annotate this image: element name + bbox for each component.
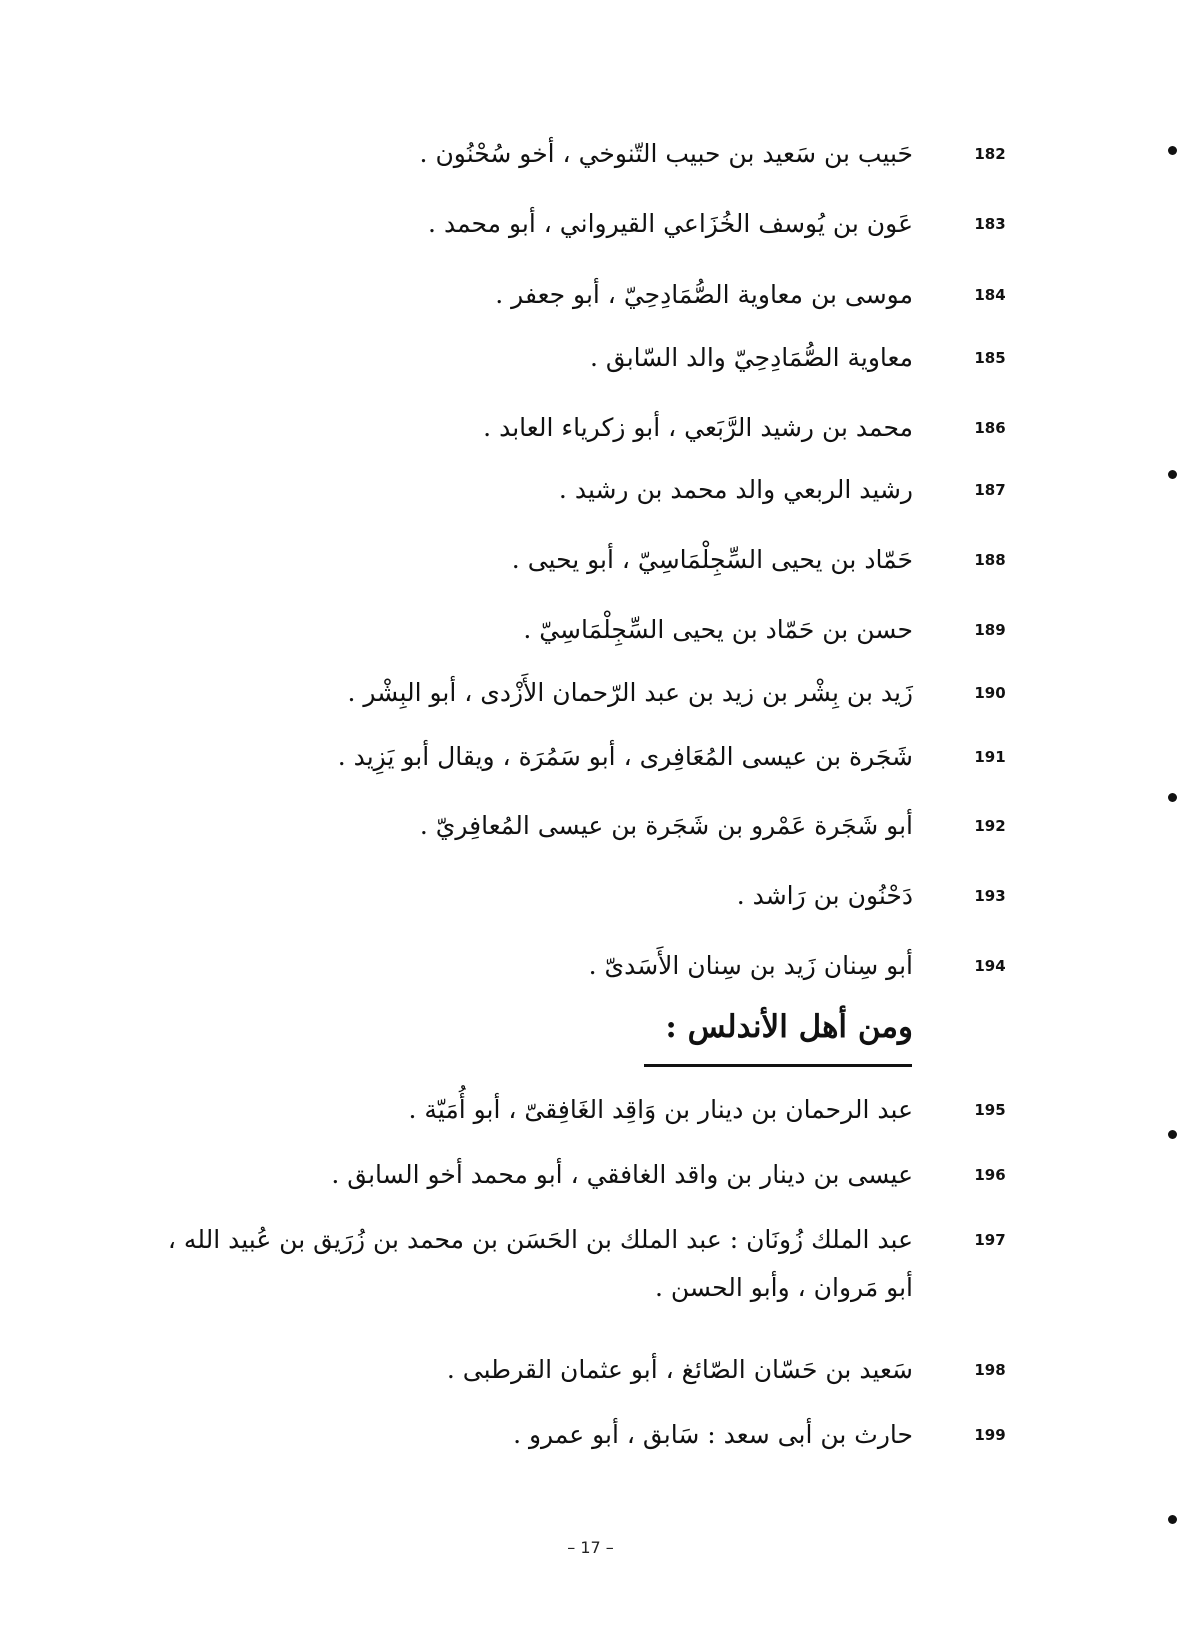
entry-number: 194 [974,957,1006,975]
entry-text: رشيد الربعي والد محمد بن رشيد . [558,475,913,504]
page-number: – 17 – [567,1538,614,1557]
list-item [0,204,1181,244]
entry-number: 189 [974,621,1006,639]
list-item [0,1350,1181,1390]
entry-text: محمد بن رشيد الرَّبَعي ، أبو زكرياء العابد . [483,413,913,442]
entry-text: حَمّاد بن يحيى السِّجِلْمَاسِيّ ، أبو يحيى . [511,545,913,574]
entry-text: شَجَرة بن عيسى المُعَافِرى ، أبو سَمُرَة ، ويقال أبو يَزِيد . [337,742,913,771]
entry-number: 195 [974,1101,1006,1119]
entry-number: 182 [974,145,1006,163]
entry-text: أبو شَجَرة عَمْرو بن شَجَرة بن عيسى المُعافِريّ . [419,811,913,840]
entry-number: 188 [974,551,1006,569]
entry-number: 197 [974,1231,1006,1249]
entry-text: موسى بن معاوية الصُّمَادِحِيّ ، أبو جعفر . [495,280,913,309]
entry-text: زَيد بن بِشْر بن زيد بن عبد الرّحمان الأَزْدى ، أبو البِشْر . [347,678,913,707]
entry-number: 193 [974,887,1006,905]
list-item [0,610,1181,650]
entry-number: 196 [974,1166,1006,1184]
entry-text: عَون بن يُوسف الخُزَاعي القيرواني ، أبو محمد . [428,209,913,238]
list-item [0,1220,1181,1310]
entry-text: عيسى بن دينار بن واقد الغافقي ، أبو محمد أخو السابق . [331,1160,913,1189]
entry-text: حارث بن أبى سعد : سَابق ، أبو عمرو . [513,1420,913,1449]
entry-text: معاوية الصُّمَادِحِيّ والد السّابق . [589,343,913,372]
list-item [0,1415,1181,1455]
entry-number: 198 [974,1361,1006,1379]
list-item [0,1155,1181,1195]
entry-text: حسن بن حَمّاد بن يحيى السِّجِلْمَاسِيّ . [523,615,913,644]
list-item [0,540,1181,580]
list-item [0,876,1181,916]
entry-number: 190 [974,684,1006,702]
list-item [0,946,1181,986]
entry-number: 183 [974,215,1006,233]
list-item [0,338,1181,378]
margin-mark [1168,1515,1177,1524]
list-item [0,806,1181,846]
entry-text-continuation: أبو مَروان ، وأبو الحسن . [654,1273,913,1302]
entry-number: 184 [974,286,1006,304]
entry-text: سَعيد بن حَسّان الصّائغ ، أبو عثمان القرطبى . [446,1355,913,1384]
section-heading: ومن أهل الأندلس : [665,1009,913,1045]
entry-number: 185 [974,349,1006,367]
list-item [0,1090,1181,1130]
entry-number: 191 [974,748,1006,766]
list-item [0,134,1181,174]
entry-text: دَحْنُون بن رَاشد . [736,881,913,910]
entry-text: عبد الملك زُونَان : عبد الملك بن الحَسَن بن محمد بن زُرَيق بن عُبيد الله ، [167,1225,913,1254]
entry-text: عبد الرحمان بن دينار بن وَاقِد الغَافِقىّ ، أبو أُمَيّة . [408,1095,913,1124]
list-item [0,275,1181,315]
entry-number: 192 [974,817,1006,835]
heading-underline [644,1064,912,1067]
entry-text: حَبيب بن سَعيد بن حبيب التّنوخي ، أخو سُحْنُون . [419,139,913,168]
entry-text: أبو سِنان زَيد بن سِنان الأَسَدىّ . [588,951,913,980]
list-item [0,470,1181,510]
entry-number: 199 [974,1426,1006,1444]
list-item [0,737,1181,777]
entry-number: 187 [974,481,1006,499]
entry-number: 186 [974,419,1006,437]
list-item [0,673,1181,713]
list-item [0,408,1181,448]
margin-mark [1168,1130,1177,1139]
margin-mark [1168,793,1177,802]
